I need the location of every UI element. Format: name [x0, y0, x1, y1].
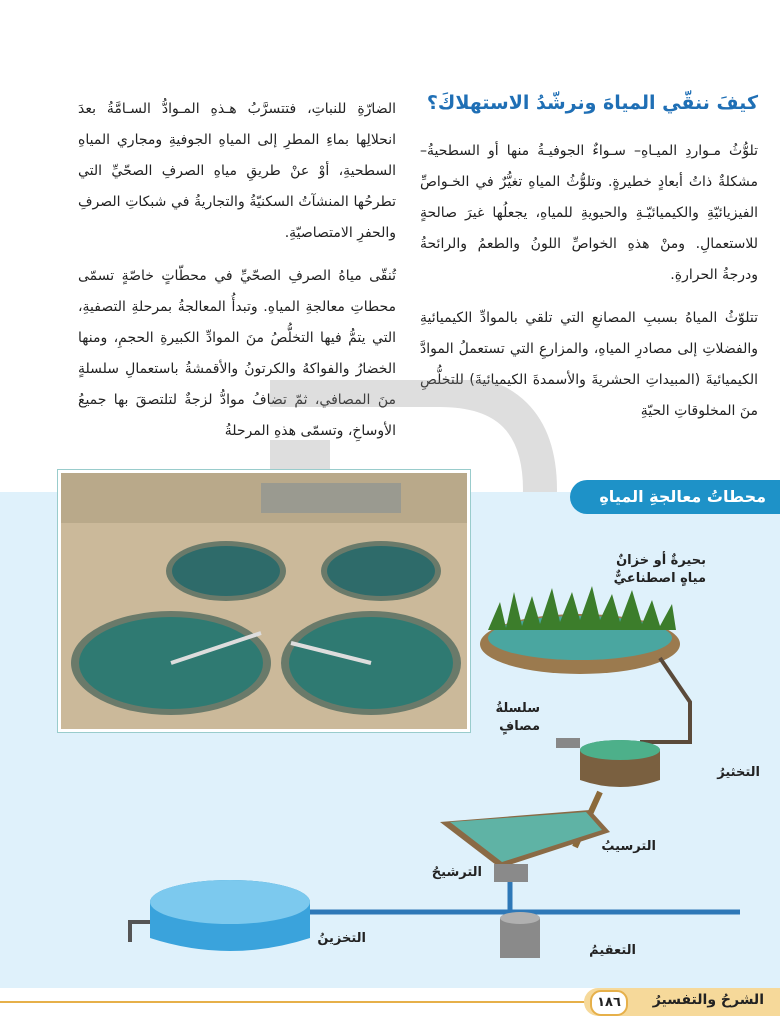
coagulation-label: التخثيرُ	[717, 765, 760, 780]
paragraph: تتلوّثُ المياهُ بسببِ المصانعِ التي تلقي بالموادِّ الكيميائيةِ والفضلاتِ إلى مصادرِ المياهِ، والمزارعِ التي تستعملُ الموادَّ الكيميائيةَ (المبيداتِ الحشريةَ والأسمدةَ الكيميائيةَ) للتخلُّصِ منَ المخلوقاتِ الحيّةِ	[420, 310, 758, 419]
footer-label: الشرحُ والتفسيرُ	[652, 992, 764, 1008]
paragraph: تلوُّثُ مـواردِ الميـاهِ– سـواءٌ الجوفيـةُ منها أو السطحيةُ– مشكلةٌ ذاتُ أبعادٍ خطيرةٍ. وتلوُّثُ المياهِ تغيُّرٌ في الخـواصِّ الفيزيائيّةِ والكيميائيّـةِ والحيويةِ للمياهِ، يجعلُها غيرَ صالحةٍ للاستعمالِ. ومنْ هذهِ الخواصِّ اللونُ والطعمُ والرائحةُ ودرجةُ الحرارةِ.	[420, 143, 758, 283]
filtration-label: الترشيحُ	[431, 865, 482, 880]
tap-icon	[130, 922, 150, 942]
photo-illustration	[61, 473, 467, 729]
section-title: محطاتُ معالجةِ المياهِ	[570, 480, 780, 514]
disinfection-label: التعقيمُ	[589, 943, 636, 958]
page-footer	[0, 988, 780, 1022]
footer-rule	[0, 1001, 586, 1003]
page-number: ١٨٦	[590, 990, 628, 1016]
treatment-plant-photo	[58, 470, 470, 732]
screens-box	[556, 738, 580, 748]
screens-label-line: مصافٍ	[499, 719, 540, 734]
screens-label	[480, 700, 540, 736]
storage-label: التخزينُ	[317, 931, 366, 946]
pipe	[640, 658, 690, 742]
lake-label-line: مياهٍ اصطناعيٌّ	[613, 571, 706, 586]
page-heading: كيفَ ننقّي المياهَ ونرشّدُ الاستهلاكَ؟	[426, 92, 758, 114]
paragraph: الضارّةِ للنباتِ، فتتسرَّبُ هـذهِ المـوادُّ السـامَّةُ بعدَ انحلالِها بماءِ المطرِ إلى المياهِ الجوفيةِ ومجاري المياهِ السطحيةِ، أوْ عنْ طريقِ مياهِ الصرفِ الصحّيِّ التي تطرحُها المنشآتُ السكنيّةُ والتجاريةُ في شبكاتِ الصرفِ والحفرِ الامتصاصيّةِ.	[78, 101, 396, 241]
sedimentation-label: الترسيبُ	[601, 839, 656, 854]
lake-label-line: بحيرةٌ أو خزانٌ	[616, 553, 706, 568]
pipe	[510, 882, 740, 912]
filtration-block	[494, 864, 528, 882]
lake-label	[596, 552, 706, 588]
paragraph: تُنقّى مياهُ الصرفِ الصحّيِّ في محطّاتٍ خاصّةٍ تسمّى محطاتِ معالجةِ المياهِ. وتبدأُ المعالجةُ بمرحلةِ التصفيةِ، التي يتمُّ فيها التخلُّصُ منَ الموادِّ الكبيرةِ الحجمِ، ومنها الخضارُ والفواكهُ والكرتونُ والأقمشةُ باستعمالِ سلسلةٍ منَ المصافي، ثمّ تضافُ موادُّ لزجةٌ لتلتصقَ بها جميعُ الأوساخِ، وتسمّى هذهِ المرحلةُ	[78, 268, 396, 439]
lake-plants-icon	[488, 586, 676, 630]
screens-label-line: سلسلةُ	[495, 701, 540, 716]
